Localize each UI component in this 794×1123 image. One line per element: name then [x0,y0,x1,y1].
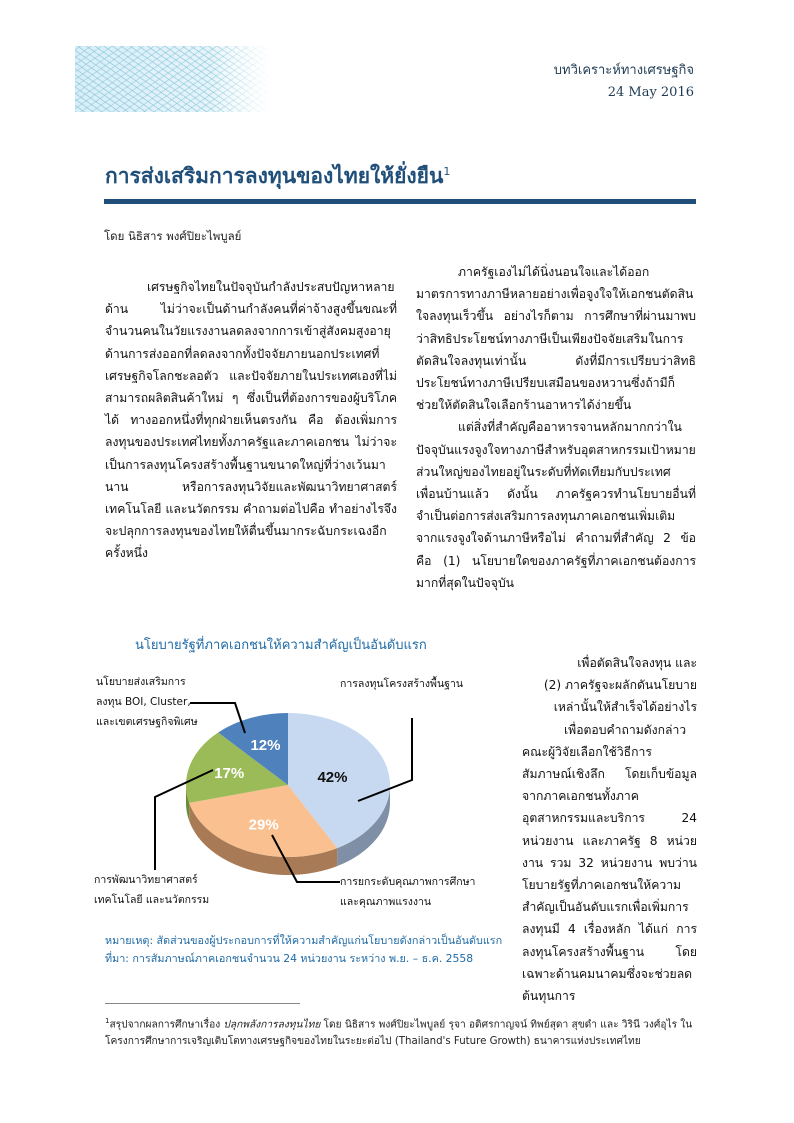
footnote-mark: 1 [105,1017,110,1025]
label-boi-line1: นโยบายส่งเสริมการ [96,676,186,688]
chart-source: ที่มา: การสัมภาษณ์ภาคเอกชนจำนวน 24 หน่วยงาน ระหว่าง พ.ย. – ธ.ค. 2558 [105,952,474,965]
chart-notes [105,932,502,968]
paragraph-intro: เศรษฐกิจไทยในปัจจุบันกำลังประสบปัญหาหลายด้าน ไม่ว่าจะเป็นด้านกำลังคนที่ค่าจ้างสูงขึ้นขณะที่จำนวนคนในวัยแรงงานลดลงจากการเข้าสู่สังคมสูงอายุ ด้านการส่งออกที่ลดลงจากทั้งปัจจัยภายนอกประเทศที่เศรษฐกิจโลกชะลอตัว และปัจจัยภายในประเทศเองที่ไม่สามารถผลิตสินค้าใหม่ ๆ ซึ่งเป็นที่ต้องการของผู้บริโภคได้ ทางออกหนึ่งที่ทุกฝ่ายเห็นตรงกัน คือ ต้องเพิ่มการลงทุนของประเทศไทยทั้งภาครัฐและภาคเอกชน ไม่ว่าจะเป็นการลงทุนโครงสร้างพื้นฐานขนาดใหญ่ที่ว่างเว้นมานาน หรือการลงทุนวิจัยและพัฒนาวิทยาศาสตร์ เทคโนโลยี และนวัตกรรม คำถามต่อไปคือ ทำอย่างไรจึงจะปลุกการลงทุนของไทยให้ตื่นขึ้นมากระฉับกระเฉงอีกครั้งหนึ่ง [105,280,397,561]
author-line: โดย นิธิสาร พงศ์ปิยะไพบูลย์ [104,229,242,243]
article-title-text: การส่งเสริมการลงทุนของไทยให้ยั่งยืน [105,164,444,188]
footnote [105,1013,705,1050]
series-title: บทวิเคราะห์ทางเศรษฐกิจ [553,63,694,78]
label-science-tech-line1: การพัฒนาวิทยาศาสตร์ [94,874,198,886]
chart-title: นโยบายรัฐที่ภาคเอกชนให้ความสำคัญเป็นอันดับแรก [135,638,427,653]
label-education-line1: การยกระดับคุณภาพการศึกษา [340,876,476,888]
pie-data-label: 12% [250,736,281,754]
footnote-text: โดย นิธิสาร พงศ์ปิยะไพบูลย์ รุจา อดิศรกาญจน์ ทิพย์สุดา สุขดำ และ วิรินี วงศ์อุไร ในโครงการศึกษาการเจริญเติบโตทางเศรษฐกิจของไทยในระยะต่อไป (Thailand's Future Growth) ธนาคารแห่งประเทศไทย [105,1019,693,1048]
label-science-tech-line2: เทคโนโลยี และนวัตกรรม [94,894,210,906]
label-infrastructure [340,674,463,694]
pie-data-label: 17% [214,764,245,782]
footnote-prefix: สรุปจากผลการศึกษาเรื่อง [109,1019,224,1031]
paragraph-tax-measures: ภาครัฐเองไม่ได้นิ่งนอนใจและได้ออกมาตรการทางภาษีหลายอย่างเพื่อจูงใจให้เอกชนตัดสินใจลงทุนเร็วขึ้น อย่างไรก็ตาม การศึกษาที่ผ่านมาพบว่าสิทธิประโยชน์ทางภาษีเป็นเพียงปัจจัยเสริมในการตัดสินใจลงทุนเท่านั้น ดังที่มีการเปรียบว่าสิทธิประโยชน์ทางภาษีเปรียบเสมือนของหวานซึ่งถ้ามีก็ช่วยให้ตัดสินใจเลือกร้านอาหารได้ง่ายขึ้น [416,265,696,413]
label-boi-line3: และเขตเศรษฐกิจพิเศษ [96,716,198,728]
footnote-study-title: ปลุกพลังการลงทุนไทย [223,1019,321,1031]
label-education [340,872,475,912]
label-education-line2: และคุณภาพแรงงาน [340,896,432,908]
paragraph-methodology: เพื่อตอบคำถามดังกล่าว คณะผู้วิจัยเลือกใช้วิธีการสัมภาษณ์เชิงลึก โดยเก็บข้อมูลจากภาคเอกชนทั้งภาคอุตสาหกรรมและบริการ 24 หน่วยงาน และภาครัฐ 8 หน่วยงาน รวม 32 หน่วยงาน พบว่านโยบายรัฐที่ภาคเอกชนให้ความสำคัญเป็นอันดับแรกเพื่อเพิ่มการลงทุนมี 4 เรื่องหลัก ได้แก่ การลงทุนโครงสร้างพื้นฐาน โดยเฉพาะด้านคมนาคมซึ่งจะช่วยลดต้นทุนการ [522,722,697,1004]
chart-note: หมายเหตุ: สัดส่วนของผู้ประกอบการที่ให้ความสำคัญแก่นโยบายดังกล่าวเป็นอันดับแรก [105,934,503,947]
label-science-tech [94,870,209,910]
pie-data-label: 29% [248,816,279,834]
footnote-divider [105,1003,300,1004]
label-boi-line2: ลงทุน BOI, Cluster, [96,696,191,708]
paragraph-main-question: แต่สิ่งที่สำคัญคืออาหารจานหลักมากกว่าในปัจจุบันแรงจูงใจทางภาษีสำหรับอุตสาหกรรมเป้าหมายส่วนใหญ่ของไทยอยู่ในระดับที่ทัดเทียมกับประเทศเพื่อนบ้านแล้ว ดังนั้น ภาครัฐควรทำนโยบายอื่นที่จำเป็นต่อการส่งเสริมการลงทุนภาคเอกชนเพิ่มเติมจากแรงจูงใจด้านภาษีหรือไม่ คำถามที่สำคัญ 2 ข้อ คือ (1) นโยบายใดของภาครัฐที่ภาคเอกชนต้องการมากที่สุดในปัจจุบัน [416,420,696,590]
label-infrastructure-line1: การลงทุนโครงสร้างพื้นฐาน [340,678,464,690]
pie-data-label: 42% [317,768,348,786]
label-boi [96,672,198,732]
paragraph-main-question-cont: เพื่อตัดสินใจลงทุน และ (2) ภาครัฐจะผลักดันนโยบายเหล่านั้นให้สำเร็จได้อย่างไร [543,656,697,715]
title-footnote-mark: 1 [443,165,451,178]
publication-date: 24 May 2016 [607,85,694,100]
